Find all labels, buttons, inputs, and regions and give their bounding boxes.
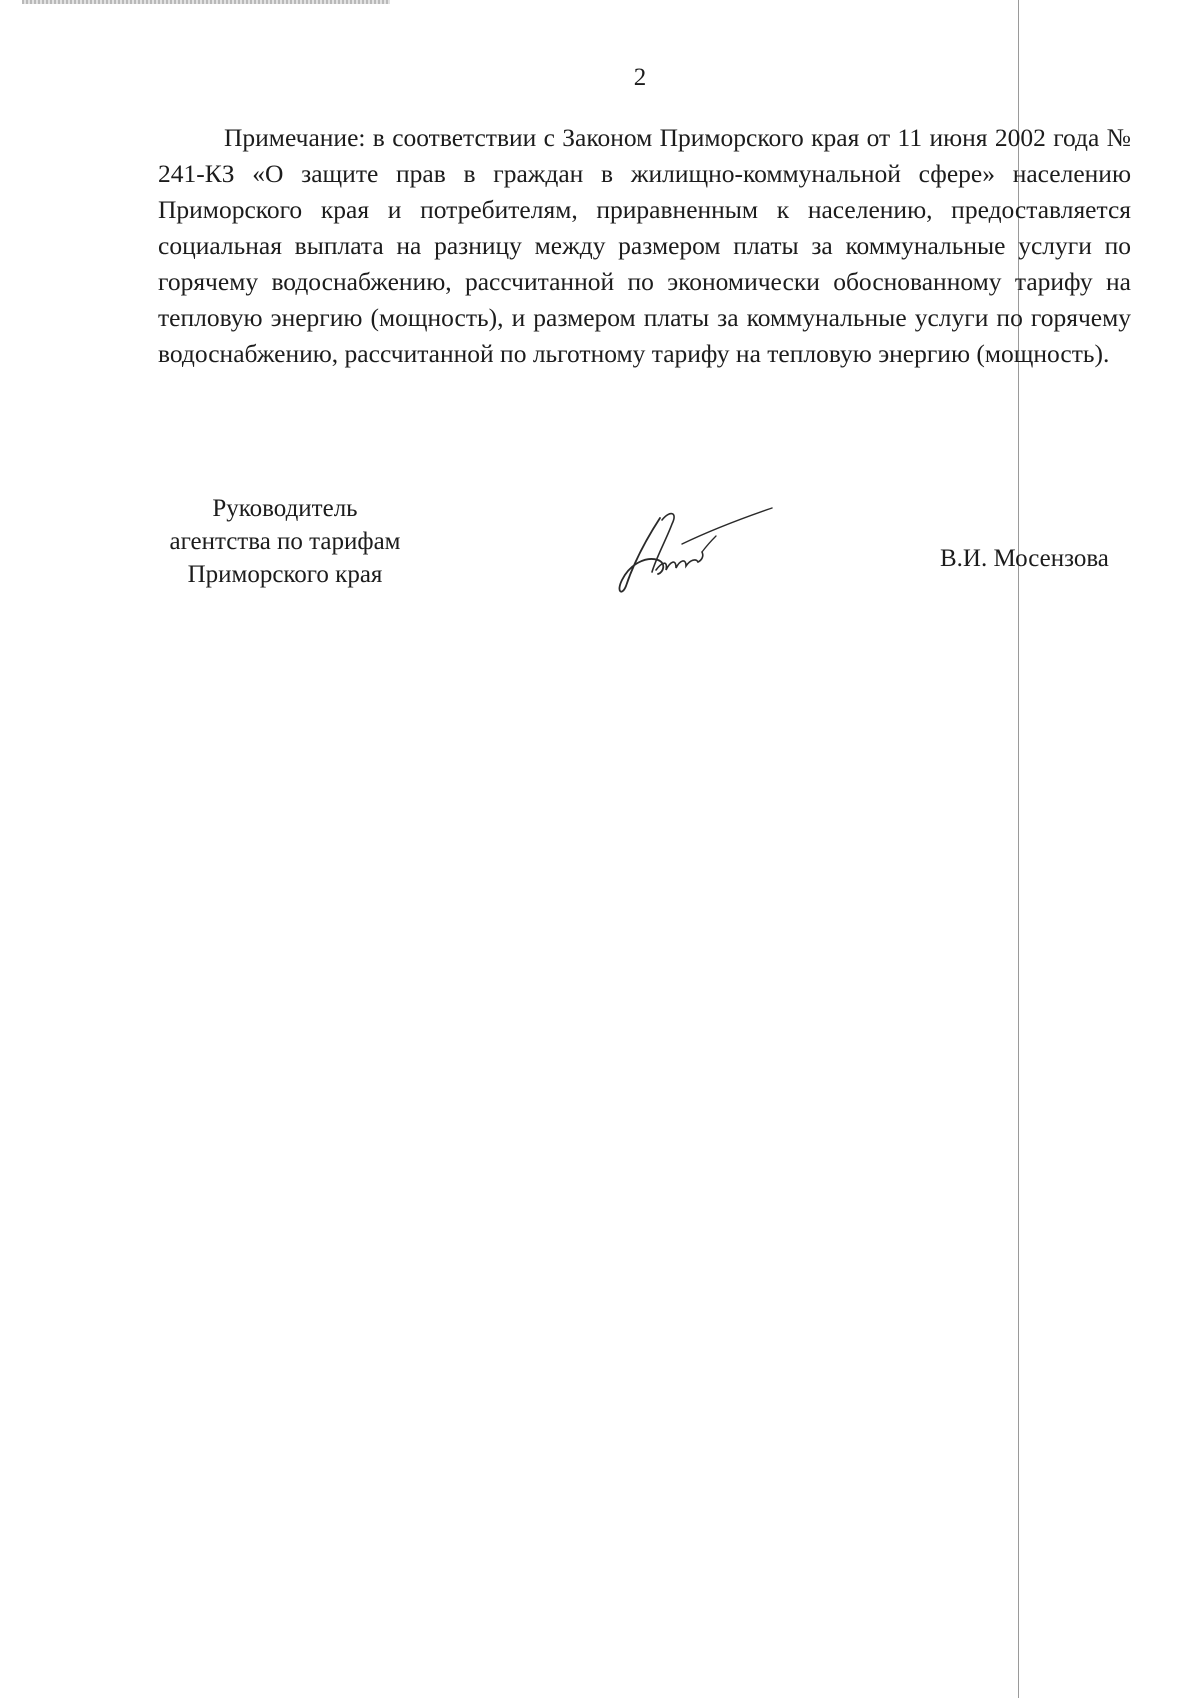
note-paragraph: Примечание: в соответствии с Законом Приморского края от 11 июня 2002 года № 241-КЗ «О защите прав в граждан в жилищно-коммунальной сфере» населению Приморского края и потребителям, приравненным к населению, предоставляется социальная выплата на разницу между размером платы за коммунальные услуги по горячему водоснабжению, рассчитанной по экономически обоснованному тарифу на тепловую энергию (мощность), и размером платы за коммунальные услуги по горячему водоснабжению, рассчитанной по льготному тарифу на тепловую энергию (мощность). bbox=[158, 123, 1131, 368]
scan-edge-strip bbox=[22, 0, 390, 4]
signatory-title-line-2: агентства по тарифам bbox=[169, 528, 401, 555]
signatory-title-line-3: Приморского края bbox=[187, 561, 383, 588]
signatory-name: В.И. Мосензова bbox=[940, 545, 1109, 572]
handwritten-signature bbox=[612, 500, 782, 600]
signatory-title bbox=[150, 492, 420, 591]
page-number: 2 bbox=[633, 64, 647, 91]
signatory-title-line-1: Руководитель bbox=[212, 495, 358, 522]
